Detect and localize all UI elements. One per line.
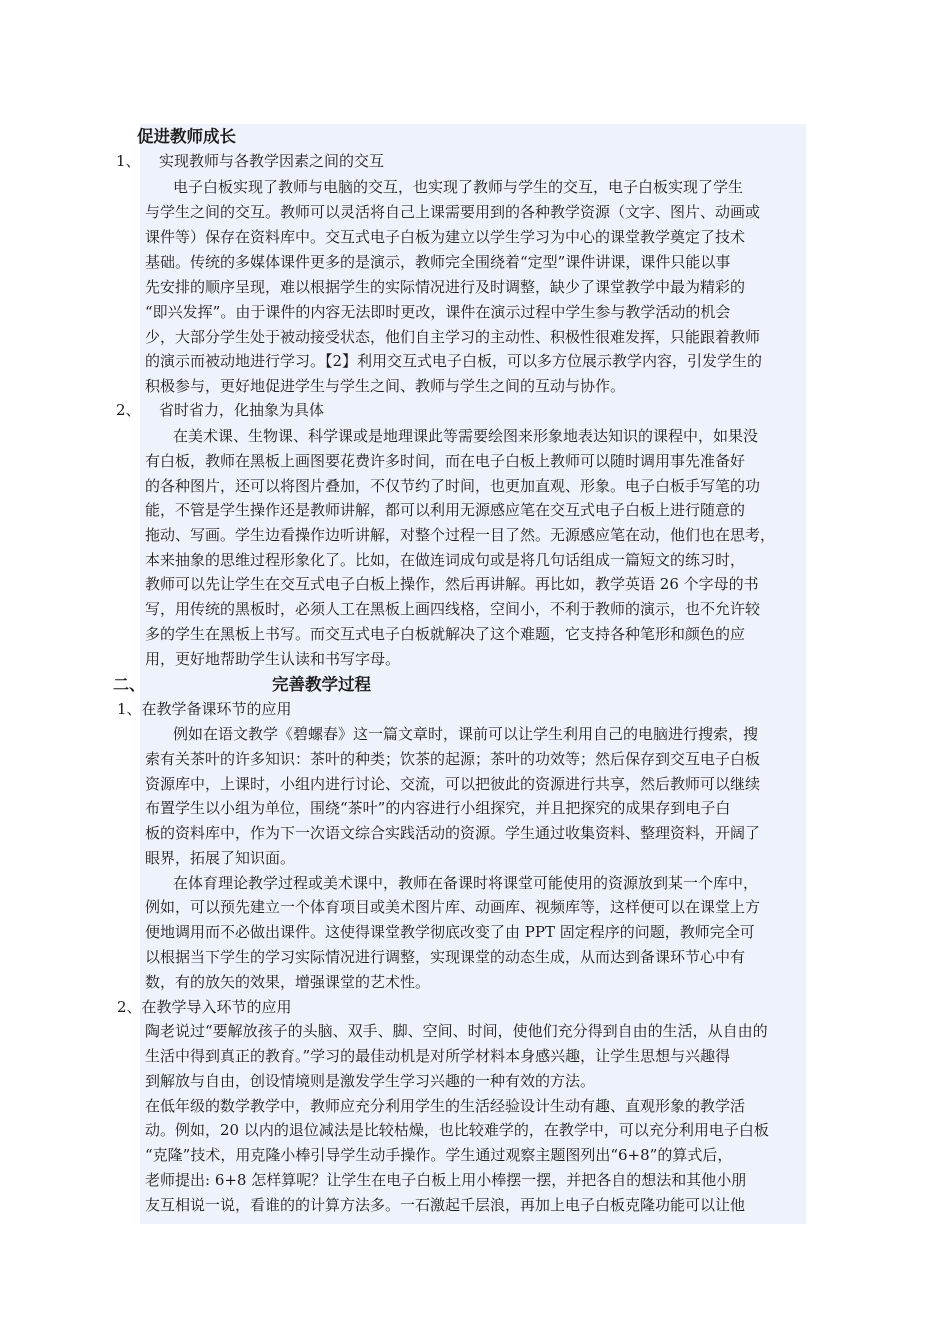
paragraph-line: 写，用传统的黑板时，必须人工在黑板上画四线格，空间小，不利于教师的演示，也不允许较 xyxy=(145,600,761,618)
paragraph-line: 有白板，教师在黑板上画图要花费许多时间，而在电子白板上教师可以随时调用事先准备好 xyxy=(145,452,746,470)
paragraph-line: 动。例如，20 以内的退位减法是比较枯燥，也比较难学的，在教学中，可以充分利用电子白板 xyxy=(145,1121,769,1139)
paragraph-line: 本来抽象的思维过程形象化了。比如，在做连词成句或是将几句话组成一篇短文的练习时， xyxy=(145,551,746,569)
paragraph-line: 例如在语文教学《碧螺春》这一篇文章时，课前可以让学生利用自己的电脑进行搜索，搜 xyxy=(173,725,759,743)
paragraph-line: 生活中得到真正的教育。”学习的最佳动机是对所学材料本身感兴趣，让学生思想与兴趣得 xyxy=(145,1047,731,1065)
paragraph-line: 以根据当下学生的学习实际情况进行调整，实现课堂的动态生成，从而达到备课环节心中有 xyxy=(145,948,746,966)
paragraph-line: 先安排的顺序呈现，难以根据学生的实际情况进行及时调整，缺少了课堂教学中最为精彩的 xyxy=(145,278,746,296)
paragraph-line: 陶老说过“要解放孩子的头脑、双手、脚、空间、时间，使他们充分得到自由的生活，从自由的 xyxy=(145,1022,768,1040)
paragraph-line: 的各种图片，还可以将图片叠加，不仅节约了时间，也更加直观、形象。电子白板手写笔的功 xyxy=(145,477,761,495)
paragraph-line: 板的资料库中，作为下一次语文综合实践活动的资源。学生通过收集资料、整理资料，开阔了 xyxy=(145,824,761,842)
paragraph-line: 教师可以先让学生在交互式电子白板上操作，然后再讲解。再比如，教学英语 26 个字母的书 xyxy=(145,575,759,593)
paragraph-line: 布置学生以小组为单位，围绕“茶叶”的内容进行小组探究，并且把探究的成果存到电子白 xyxy=(145,799,731,817)
paragraph-line: “克隆”技术，用克隆小棒引导学生动手操作。学生通过观察主题图列出“6+8”的算式后， xyxy=(145,1146,733,1164)
paragraph-line: 基础。传统的多媒体课件更多的是演示，教师完全围绕着“定型”课件讲课，课件只能以事 xyxy=(145,253,731,271)
item-heading: 实现教师与各教学因素之间的交互 xyxy=(159,152,385,170)
paragraph-line: “即兴发挥”。由于课件的内容无法即时更改，课件在演示过程中学生参与教学活动的机会 xyxy=(145,303,731,321)
item-heading: 1、在教学备课环节的应用 xyxy=(117,700,292,718)
paragraph-line: 用，更好地帮助学生认读和书写字母。 xyxy=(145,650,401,668)
paragraph-line: 课件等）保存在资料库中。交互式电子白板为建立以学生学习为中心的课堂教学奠定了技术 xyxy=(145,228,746,246)
item-heading: 省时省力，化抽象为具体 xyxy=(159,401,325,419)
paragraph-line: 例如，可以预先建立一个体育项目或美术图片库、动画库、视频库等，这样便可以在课堂上方 xyxy=(145,898,761,916)
paragraph-line: 数，有的放矢的效果，增强课堂的艺术性。 xyxy=(145,973,431,991)
paragraph-line: 资源库中，上课时，小组内进行讨论、交流，可以把彼此的资源进行共享，然后教师可以继续 xyxy=(145,775,761,793)
paragraph-line: 能，不管是学生操作还是教师讲解，都可以利用无源感应笔在交互式电子白板上进行随意的 xyxy=(145,501,746,519)
section-title: 促进教师成长 xyxy=(137,127,236,146)
paragraph-line: 积极参与，更好地促进学生与学生之间、教师与学生之间的互动与协作。 xyxy=(145,377,626,395)
paragraph-line: 友互相说一说，看谁的的计算方法多。一石激起千层浪，再加上电子白板克隆功能可以让他 xyxy=(145,1196,746,1214)
item-number: 1、 xyxy=(116,152,141,170)
paragraph-line: 便地调用而不必做出课件。这使得课堂教学彻底改变了由 PPT 固定程序的问题，教师完全可 xyxy=(145,923,755,941)
paragraph-line: 眼界，拓展了知识面。 xyxy=(145,849,296,867)
paragraph-line: 的演示而被动地进行学习。【2】利用交互式电子白板，可以多方位展示教学内容，引发学生的 xyxy=(145,352,763,370)
item-heading: 2、在教学导入环节的应用 xyxy=(117,998,292,1016)
paragraph-line: 与学生之间的交互。教师可以灵活将自己上课需要用到的各种教学资源（文字、图片、动画或 xyxy=(145,203,761,221)
paragraph-line: 老师提出: 6+8 怎样算呢？让学生在电子白板上用小棒摆一摆，并把各自的想法和其他小朋 xyxy=(145,1171,747,1189)
paragraph-line: 索有关茶叶的许多知识：茶叶的种类；饮茶的起源；茶叶的功效等；然后保存到交互电子白板 xyxy=(145,750,761,768)
paragraph-line: 在低年级的数学教学中，教师应充分利用学生的生活经验设计生动有趣、直观形象的教学活 xyxy=(145,1097,746,1115)
item-number: 2、 xyxy=(116,401,141,419)
paragraph-line: 在美术课、生物课、科学课或是地理课此等需要绘图来形象地表达知识的课程中，如果没 xyxy=(173,427,759,445)
paragraph-line: 多的学生在黑板上书写。而交互式电子白板就解决了这个难题，它支持各种笔形和颜色的应 xyxy=(145,625,746,643)
paragraph-line: 在体育理论教学过程或美术课中，教师在备课时将课堂可能使用的资源放到某一个库中， xyxy=(173,874,759,892)
paragraph-line: 少，大部分学生处于被动接受状态，他们自主学习的主动性、积极性很难发挥，只能跟着教师 xyxy=(145,328,761,346)
paragraph-line: 到解放与自由，创设情境则是激发学生学习兴趣的一种有效的方法。 xyxy=(145,1072,596,1090)
paragraph-line: 拖动、写画。学生边看操作边听讲解，对整个过程一目了然。无源感应笔在动，他们也在思考， xyxy=(145,526,776,544)
section-number: 二、 xyxy=(113,675,146,694)
section-title: 完善教学过程 xyxy=(272,675,371,694)
paragraph-line: 电子白板实现了教师与电脑的交互，也实现了教师与学生的交互，电子白板实现了学生 xyxy=(173,178,744,196)
